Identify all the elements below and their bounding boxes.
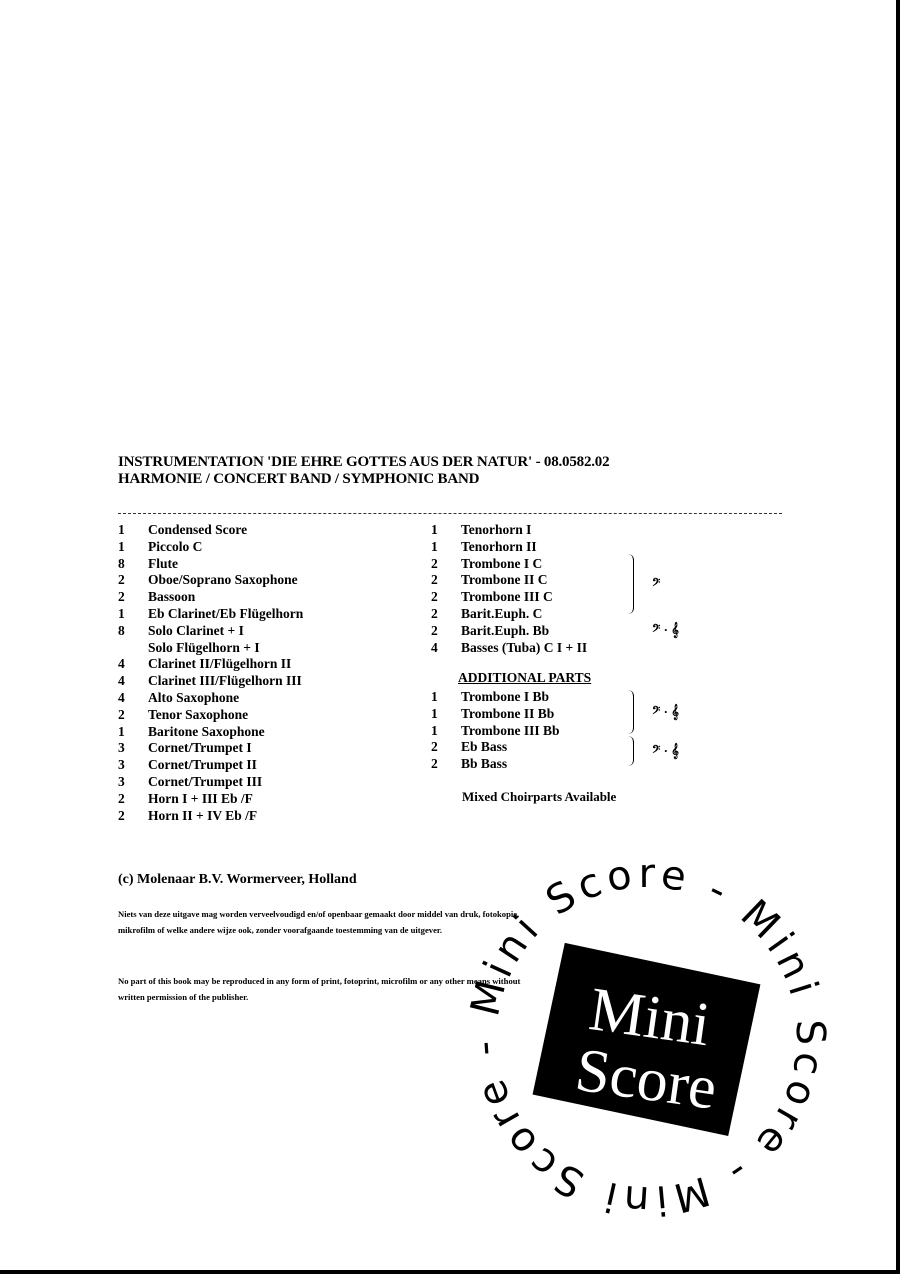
instrument-name: Eb Bass (461, 739, 508, 755)
dashed-divider (118, 513, 782, 514)
quantity: 8 (118, 622, 125, 638)
quantity: 2 (431, 622, 438, 638)
stamp-ring-text: Mini Score - Mini Score - Mini Score - (460, 850, 834, 1224)
right-page-edge (896, 0, 900, 1274)
instrument-name: Cornet/Trumpet II (148, 757, 257, 773)
quantity: 2 (118, 589, 125, 605)
quantity: 2 (118, 706, 125, 722)
instrument-name: Bb Bass (461, 756, 508, 772)
instrument-name: Trombone I C (461, 555, 543, 571)
instrument-name: Eb Clarinet/Eb Flügelhorn (148, 606, 304, 621)
instrument-name: Trombone II C (461, 572, 548, 588)
quantity: 4 (118, 656, 125, 672)
quantity: 1 (431, 722, 438, 738)
additional-parts-heading: ADDITIONAL PARTS (458, 670, 592, 685)
quantity: 2 (431, 572, 438, 588)
bass-clef-icon: 𝄢 (652, 576, 661, 591)
quantity: 1 (431, 689, 438, 704)
quantity: 2 (118, 572, 125, 588)
instrument-name: Solo Clarinet + I (148, 622, 244, 638)
quantity: 4 (118, 690, 125, 705)
quantity: 2 (118, 790, 125, 806)
quantity: 1 (431, 705, 438, 721)
band-type-subtitle: HARMONIE / CONCERT BAND / SYMPHONIC BAND (118, 471, 480, 487)
instrument-name: Piccolo C (148, 538, 203, 554)
bass-treble-clef-icon-2: 𝄢 · 𝄞 (652, 704, 679, 719)
instrumentation-title: INSTRUMENTATION 'DIE EHRE GOTTES AUS DER NATUR' - 08.0582.02 (118, 454, 610, 470)
quantity: 3 (118, 740, 125, 756)
quantity: 1 (118, 723, 125, 739)
instrument-name: Horn I + III Eb /F (148, 790, 253, 806)
instrument-name: Flute (148, 555, 178, 571)
instrument-name: Barit.Euph. C (461, 606, 543, 621)
quantity: 2 (431, 756, 438, 772)
copyright-line: (c) Molenaar B.V. Wormerveer, Holland (118, 872, 357, 887)
instrument-name: Tenorhorn I (461, 522, 532, 537)
mini-score-stamp (452, 842, 842, 1232)
instrument-name: Solo Flügelhorn + I (148, 639, 260, 655)
quantity: 3 (118, 774, 125, 789)
instrument-name: Baritone Saxophone (148, 723, 265, 739)
quantity: 2 (431, 739, 438, 755)
quantity: 8 (118, 555, 125, 571)
instrument-name: Trombone III Bb (461, 722, 560, 738)
quantity: 2 (118, 807, 125, 823)
notice-dutch: Niets van deze uitgave mag worden verveelvoudigd en/of openbaar gemaakt door middel van druk, fotokopie, mikrofilm of welke andere wijze ook, zonder voorafgaande toestemming van de uitgever. (118, 909, 520, 935)
trombone-c-brace (628, 554, 634, 614)
instrument-name: Basses (Tuba) C I + II (461, 639, 588, 655)
quantity: 1 (118, 538, 125, 554)
instrument-name: Tenor Saxophone (148, 706, 249, 722)
quantity: 4 (118, 673, 125, 689)
instrument-name: Trombone III C (461, 589, 553, 605)
bottom-page-edge (0, 1270, 900, 1274)
bass-brace (628, 736, 634, 766)
instrument-name: Barit.Euph. Bb (461, 622, 550, 638)
quantity: 1 (118, 606, 125, 621)
quantity: 2 (431, 555, 438, 571)
instrument-name: Tenorhorn II (461, 538, 537, 554)
quantity: 2 (431, 606, 438, 621)
bass-treble-clef-icon: 𝄢 · 𝄞 (652, 622, 679, 637)
stamp-center-score: Score (571, 1035, 721, 1123)
instrument-name: Bassoon (148, 589, 196, 605)
quantity: 2 (431, 589, 438, 605)
instrument-name: Horn II + IV Eb /F (148, 807, 258, 823)
quantity: 4 (431, 639, 438, 655)
mixed-choirparts-note: Mixed Choirparts Available (462, 789, 617, 804)
quantity: 1 (118, 522, 125, 537)
stamp-center-mini: Mini (585, 975, 715, 1060)
instrument-name: Condensed Score (148, 522, 248, 537)
quantity: 1 (431, 522, 438, 537)
instrument-name: Cornet/Trumpet III (148, 774, 263, 789)
quantity: 3 (118, 757, 125, 773)
instrument-name: Trombone I Bb (461, 689, 550, 704)
instrument-name: Trombone II Bb (461, 705, 555, 721)
instrument-name: Clarinet III/Flügelhorn III (148, 673, 302, 689)
trombone-bb-brace (628, 690, 634, 734)
bass-treble-clef-icon-3: 𝄢 · 𝄞 (652, 743, 679, 758)
notice-english: No part of this book may be reproduced in any form of print, fotoprint, microfilm or any other means without written permission of the publisher. (118, 976, 521, 1002)
instrument-name: Alto Saxophone (148, 690, 240, 705)
instrument-name: Cornet/Trumpet I (148, 740, 252, 756)
quantity: 1 (431, 538, 438, 554)
instrument-name: Clarinet II/Flügelhorn II (148, 656, 292, 672)
instrument-name: Oboe/Soprano Saxophone (148, 572, 298, 588)
